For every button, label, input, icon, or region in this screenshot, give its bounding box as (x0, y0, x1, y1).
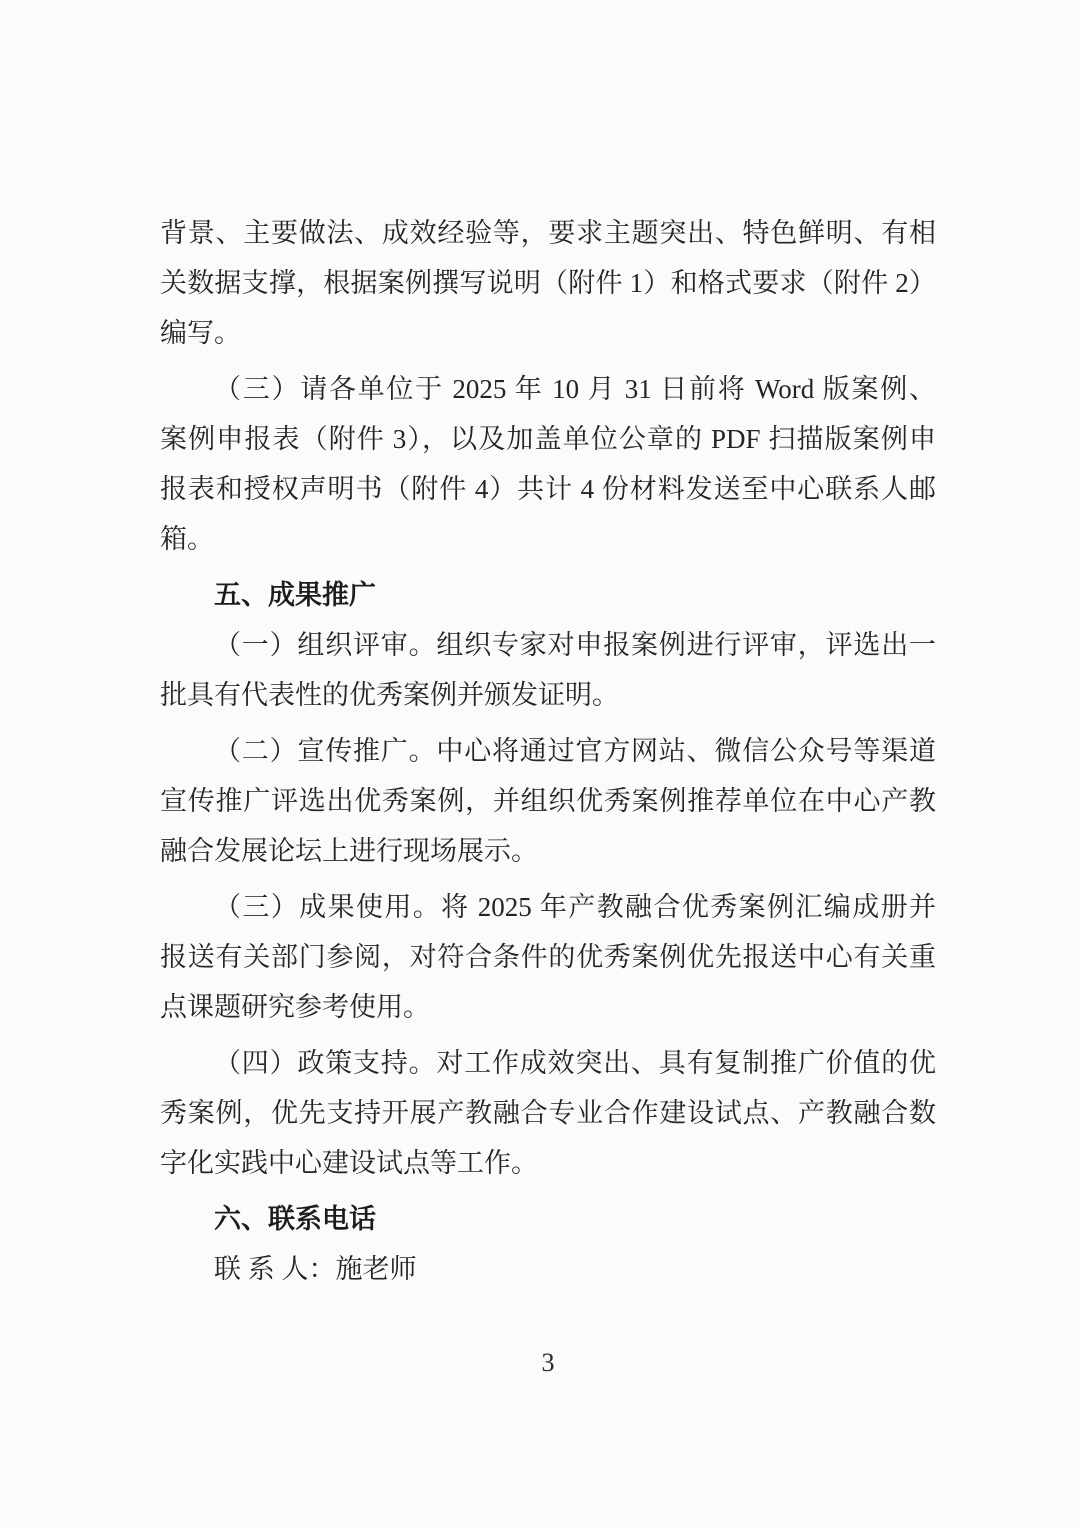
text-line-item-4: （四）政策支持。对工作成效突出、具有复制推广价值的优 (214, 1048, 936, 1078)
text-line: 背景、主要做法、成效经验等，要求主题突出、特色鲜明、有相 (160, 218, 936, 248)
text-line: 秀案例，优先支持开展产教融合专业合作建设试点、产教融合数 (160, 1098, 936, 1128)
section-heading-6: 六、联系电话 (214, 1204, 376, 1234)
text-line: 报表和授权声明书（附件 4）共计 4 份材料发送至中心联系人邮 (160, 474, 936, 504)
text-line: 编写。 (160, 318, 241, 348)
text-line: 关数据支撑，根据案例撰写说明（附件 1）和格式要求（附件 2） (160, 268, 936, 298)
text-line: 批具有代表性的优秀案例并颁发证明。 (160, 680, 619, 710)
text-line-item-3b: （三）成果使用。将 2025 年产教融合优秀案例汇编成册并 (214, 892, 936, 922)
page-number: 3 (541, 1348, 555, 1377)
text-line-item-2: （二）宣传推广。中心将通过官方网站、微信公众号等渠道 (214, 736, 936, 766)
text-line: 箱。 (160, 524, 214, 554)
contact-person-line: 联 系 人：施老师 (214, 1254, 417, 1284)
text-line: 字化实践中心建设试点等工作。 (160, 1148, 538, 1178)
text-line: 融合发展论坛上进行现场展示。 (160, 836, 538, 866)
text-line-item-1: （一）组织评审。组织专家对申报案例进行评审，评选出一 (214, 630, 936, 660)
text-line: 报送有关部门参阅，对符合条件的优秀案例优先报送中心有关重 (160, 942, 936, 972)
section-heading-5: 五、成果推广 (214, 580, 376, 610)
text-line: 案例申报表（附件 3），以及加盖单位公章的 PDF 扫描版案例申 (160, 424, 936, 454)
text-line-item-3: （三）请各单位于 2025 年 10 月 31 日前将 Word 版案例、 (214, 374, 936, 404)
text-line: 宣传推广评选出优秀案例，并组织优秀案例推荐单位在中心产教 (160, 786, 936, 816)
text-line: 点课题研究参考使用。 (160, 992, 430, 1022)
document-body (160, 208, 936, 1294)
